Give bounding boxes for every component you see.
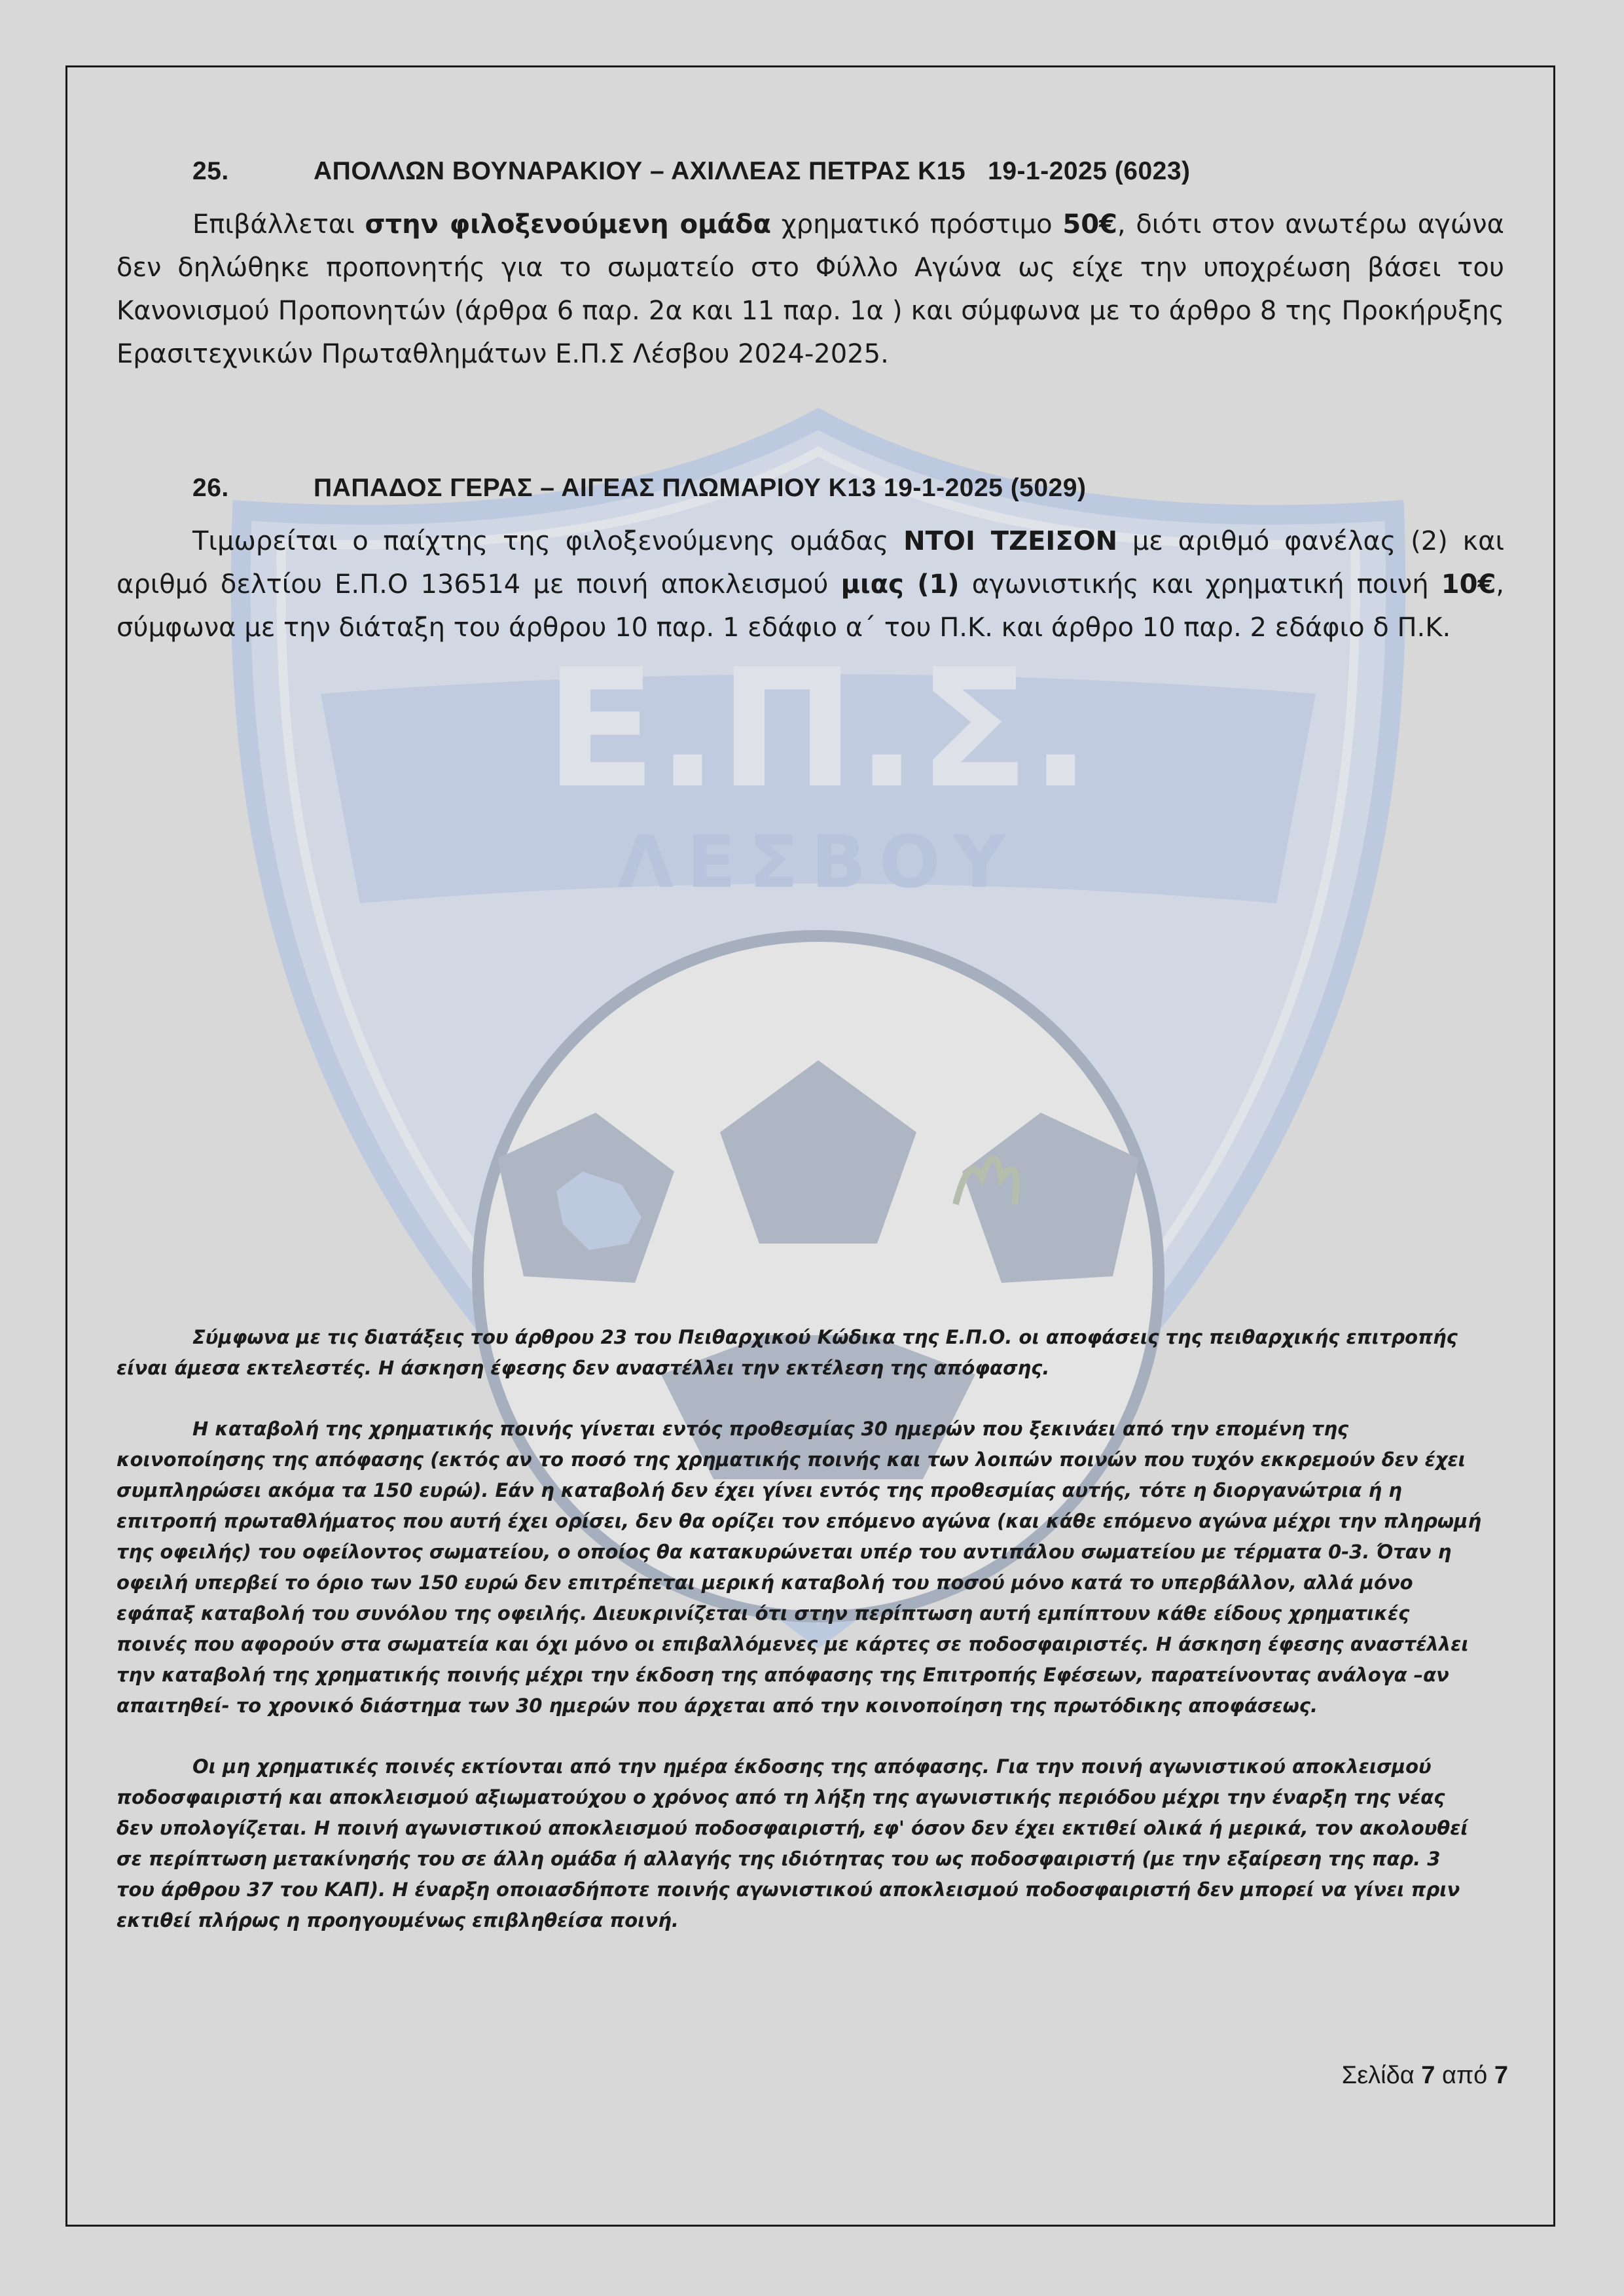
case-body: Τιμωρείται ο παίχτης της φιλοξενούμενης ομάδας ΝΤΟΙ ΤΖΕΙΣΟΝ με αριθμό φανέλας (2) και αριθμό δελτίου Ε.Π.Ο 136514 με ποινή αποκλεισμού μιας (1) αγωνιστικής και χρηματική ποινή 10€, σύμφωνα με την διάταξη του άρθρου 10 παρ. 1 εδάφιο α΄ του Π.Κ. και άρθρο 10 παρ. 2 εδάφιο δ Π.Κ.	[117, 526, 1505, 643]
case-title: ΠΑΠΑΔΟΣ ΓΕΡΑΣ – ΑΙΓΕΑΣ ΠΛΩΜΑΡΙΟΥ Κ13 19-1-2025 (5029)	[314, 474, 1087, 502]
legal-note-non-monetary: Οι μη χρηματικές ποινές εκτίονται από την ημέρα έκδοσης της απόφασης. Για την ποινή αγωνιστικού αποκλεισμού ποδοσφαιριστή και αποκλεισμού αξιωματούχου ο χρόνος από τη λήξη της αγωνιστικής περιόδου μέχρι την έναρξη της νέας δεν υπολογίζεται. Η ποινή αγωνιστικού αποκλεισμού ποδοσφαιριστή, εφ' όσον δεν έχει εκτιθεί ολικά ή μερικά, τον ακολουθεί σε περίπτωση μετακίνησής του σε άλλη ομάδα ή αλλαγής της ιδιότητας του ως ποδοσφαιριστή (με την εξαίρεση της παρ. 3 του άρθρου 37 του ΚΑΠ). Η έναρξη οποιασδήποτε ποινής αγωνιστικού αποκλεισμού ποδοσφαιριστή δεν μπορεί να γίνει πριν εκτιθεί πλήρως η προηγουμένως επιβληθείσα ποινή.	[117, 1755, 1468, 1931]
case-title: ΑΠΟΛΛΩΝ ΒΟΥΝΑΡΑΚΙΟΥ – ΑΧΙΛΛΕΑΣ ΠΕΤΡΑΣ Κ15 19-1-2025 (6023)	[314, 157, 1191, 185]
case-heading	[117, 157, 1504, 186]
case-body: Επιβάλλεται στην φιλοξενούμενη ομάδα χρηματικό πρόστιμο 50€, διότι στον ανωτέρω αγώνα δεν δηλώθηκε προπονητής για το σωματείο στο Φύλλο Αγώνα ως είχε την υποχρέωση βάσει του Κανονισμού Προπονητών (άρθρα 6 παρ. 2α και 11 παρ. 1α ) και σύμφωνα με το άρθρο 8 της Προκήρυξης Ερασιτεχνικών Πρωταθλημάτων Ε.Π.Σ Λέσβου 2024-2025.	[117, 209, 1504, 369]
legal-note-enforcement: Σύμφωνα με τις διατάξεις του άρθρου 23 του Πειθαρχικού Κώδικα της Ε.Π.Ο. οι αποφάσεις της πειθαρχικής επιτροπής είναι άμεσα εκτελεστές. Η άσκηση έφεσης δεν αναστέλλει την εκτέλεση της απόφασης.	[117, 1326, 1458, 1379]
legal-notes	[117, 1322, 1485, 1966]
case-25	[117, 157, 1504, 376]
legal-note-payment: Η καταβολή της χρηματικής ποινής γίνεται εντός προθεσμίας 30 ημερών που ξεκινάει από την επομένη της κοινοποίησης της απόφασης (εκτός αν το ποσό της χρηματικής ποινής και των λοιπών ποινών που τυχόν εκκρεμούν δεν έχει συμπληρώσει ακόμα τα 150 ευρώ). Εάν η καταβολή δεν έχει γίνει εντός της προθεσμίας αυτής, τότε η διοργανώτρια ή η επιτροπή πρωταθλήματος που αυτή έχει ορίσει, δεν θα ορίζει τον επόμενο αγώνα (και κάθε επόμενο αγώνα μέχρι την πληρωμή της οφειλής) του οφείλοντος σωματείου, ο οποίος θα κατακυρώνεται υπέρ του αντιπάλου σωματείου με τέρματα 0-3. Όταν η οφειλή υπερβεί το όριο των 150 ευρώ δεν επιτρέπεται μερική καταβολή του ποσού μόνο κατά το υπερβάλλον, αλλά μόνο εφάπαξ καταβολή του συνόλου της οφειλής. Διευκρινίζεται ότι στην περίπτωση αυτή εμπίπτουν κάθε είδους χρηματικές ποινές που αφορούν στα σωματεία και όχι μόνο οι επιβαλλόμενες με κάρτες σε ποδοσφαιριστές. Η άσκηση έφεσης αναστέλλει την καταβολή της χρηματικής ποινής μέχρι την έκδοση της απόφασης της Επιτροπής Εφέσεων, παρατείνοντας ανάλογα –αν απαιτηθεί- το χρονικό διάστημα των 30 ημερών που άρχεται από την κοινοποίηση της πρωτόδικης αποφάσεως.	[117, 1418, 1482, 1717]
crest-initials: Ε.Π.Σ.	[545, 634, 1092, 824]
case-heading	[117, 474, 1504, 503]
decisions-content	[117, 157, 1504, 649]
case-number: 26.	[192, 474, 229, 502]
crest-subtitle: ΛΕΣΒΟΥ	[617, 820, 1019, 904]
case-26	[117, 474, 1504, 649]
case-number: 25.	[192, 157, 229, 185]
page-number: Σελίδα 7 από 7	[1341, 2062, 1508, 2089]
